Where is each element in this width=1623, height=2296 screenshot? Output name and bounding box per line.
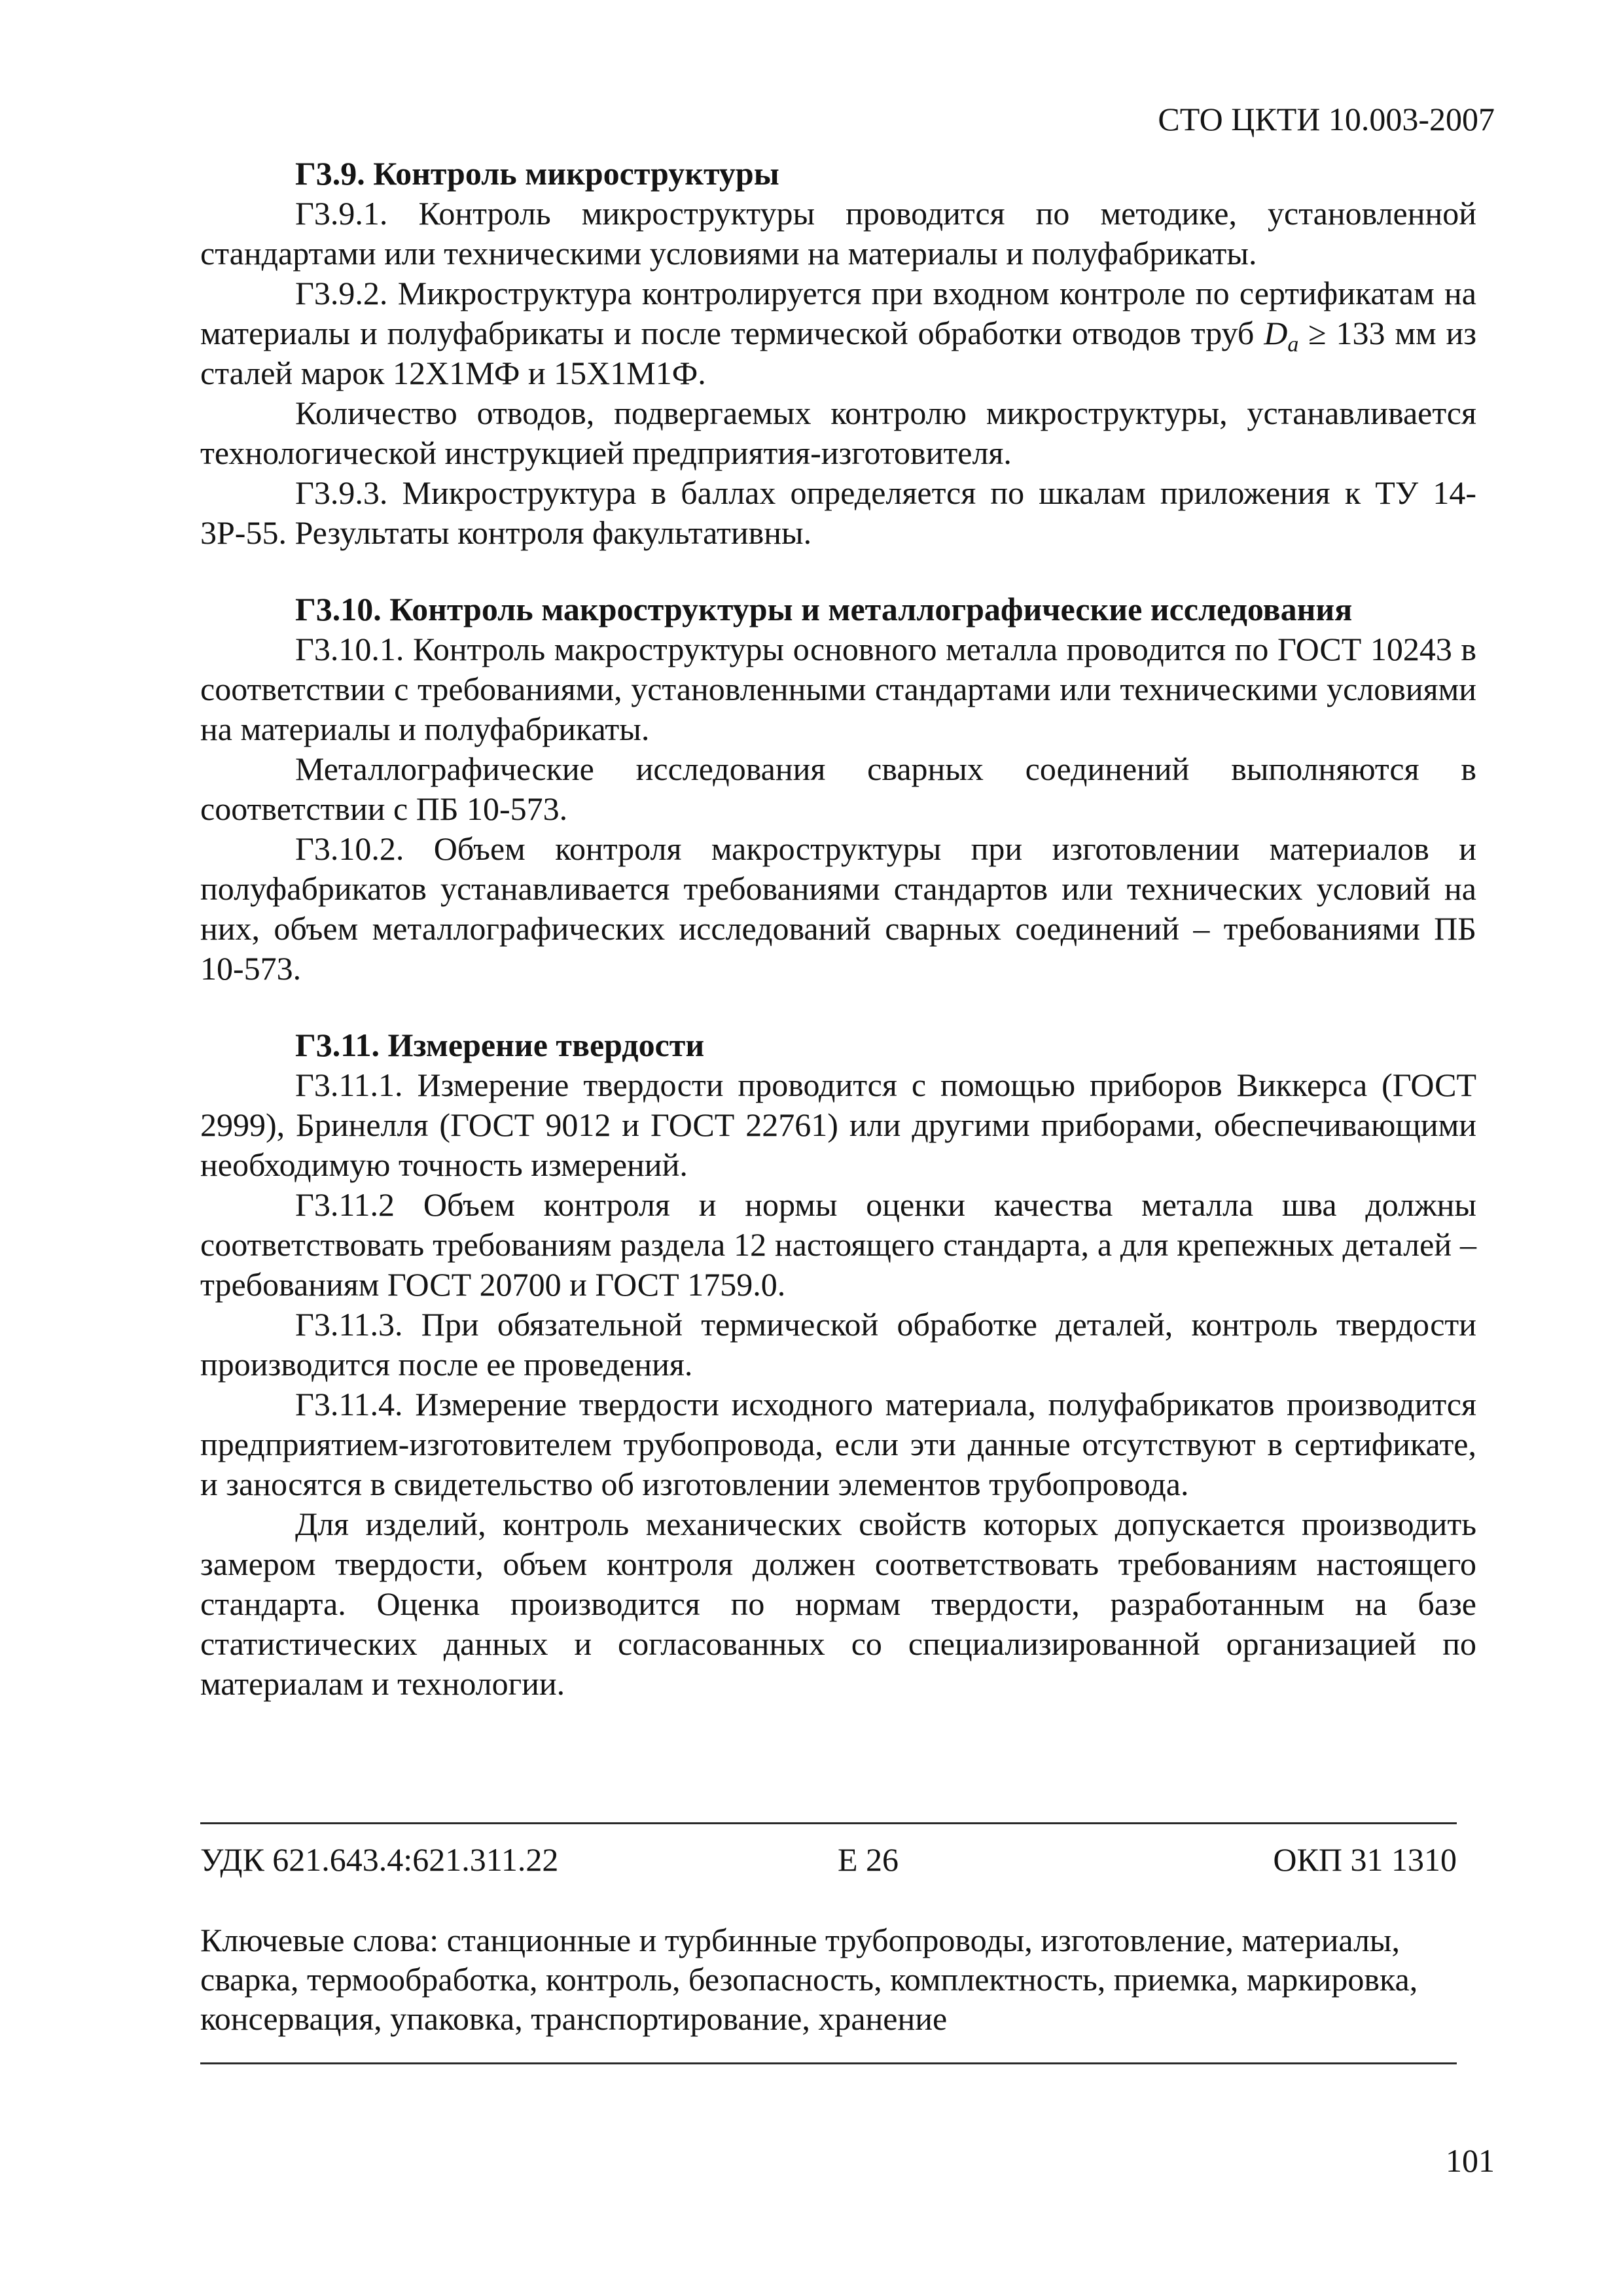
e-code: Е 26 bbox=[838, 1841, 899, 1878]
paragraph: Количество отводов, подвергаемых контролю микроструктуры, устанавливается технологической инструкцией предприятия-изготовителя. bbox=[200, 395, 1476, 471]
paragraph-text: Г3.9.2. Микроструктура контролируется при входном контроле по сертификатам на материалы и полуфабрикаты и после термической обработки отводов труб bbox=[200, 275, 1476, 351]
paragraph: Для изделий, контроль механических свойств которых допускается производить замером твердости, объем контроля должен соответствовать требованиям настоящего стандарта. Оценка производится по нормам твердости, разработанным на базе статистических данных и согласованных со специализированной организацией по материалам и технологии. bbox=[200, 1506, 1476, 1702]
diameter-symbol bbox=[1264, 315, 1299, 357]
paragraph: Г3.11.4. Измерение твердости исходного материала, полуфабрикатов производится предприятием-изготовителем трубопровода, если эти данные отсутствуют в сертификате, и заносятся в свидетельство об изготовлении элементов трубопровода. bbox=[200, 1386, 1476, 1502]
section-hardness-measurement bbox=[200, 1025, 1476, 1704]
section-microstructure-control bbox=[200, 154, 1476, 553]
section-title: Г3.10. Контроль макроструктуры и металлографические исследования bbox=[295, 591, 1353, 627]
paragraph: Металлографические исследования сварных соединений выполняются в соответствии с ПБ 10-573. bbox=[200, 751, 1476, 827]
divider-bottom bbox=[200, 2062, 1457, 2064]
udk-code: УДК 621.643.4:621.311.22 bbox=[200, 1841, 559, 1878]
paragraph: Г3.11.3. При обязательной термической обработке деталей, контроль твердости производится после ее проведения. bbox=[200, 1306, 1476, 1383]
diameter-subscript: a bbox=[1287, 332, 1299, 357]
section-title: Г3.11. Измерение твердости bbox=[295, 1027, 705, 1063]
paragraph-text: ≥ 133 мм из сталей марок 12Х1МФ и 15Х1М1Ф. bbox=[200, 315, 1476, 391]
paragraph: Г3.10.1. Контроль макроструктуры основного металла проводится по ГОСТ 10243 в соответствии с требованиями, установленными стандартами или техническими условиями на материалы и полуфабрикаты. bbox=[200, 631, 1476, 747]
divider-top bbox=[200, 1822, 1457, 1824]
body-text bbox=[200, 154, 1476, 1704]
paragraph: Г3.11.2 Объем контроля и нормы оценки качества металла шва должны соответствовать требованиям раздела 12 настоящего стандарта, а для крепежных деталей – требованиям ГОСТ 20700 и ГОСТ 1759.0. bbox=[200, 1186, 1476, 1303]
document-code: СТО ЦКТИ 10.003-2007 bbox=[1158, 101, 1495, 137]
section-title: Г3.9. Контроль микроструктуры bbox=[295, 155, 779, 192]
paragraph: Г3.9.1. Контроль микроструктуры проводится по методике, установленной стандартами или техническими условиями на материалы и полуфабрикаты. bbox=[200, 195, 1476, 272]
page-number: 101 bbox=[1446, 2142, 1495, 2179]
paragraph-with-formula bbox=[200, 274, 1476, 393]
paragraph: Г3.11.1. Измерение твердости проводится с помощью приборов Виккерса (ГОСТ 2999), Бринелля (ГОСТ 9012 и ГОСТ 22761) или другими приборами, обеспечивающими необходимую точность измерений. bbox=[200, 1067, 1476, 1183]
paragraph: Г3.9.3. Микроструктура в баллах определяется по шкалам приложения к ТУ 14-3Р-55. Результаты контроля факультативны. bbox=[200, 474, 1476, 551]
okp-code: ОКП 31 1310 bbox=[1273, 1841, 1457, 1878]
section-macrostructure-control bbox=[200, 590, 1476, 989]
keywords: Ключевые слова: станционные и турбинные трубопроводы, изготовление, материалы, сварка, термообработка, контроль, безопасность, комплектность, приемка, маркировка, консервация, упаковка, транспортирование, хранение bbox=[200, 1922, 1418, 2037]
paragraph: Г3.10.2. Объем контроля макроструктуры при изготовлении материалов и полуфабрикатов устанавливается требованиями стандартов или технических условий на них, объем металлографических исследований сварных соединений – требованиями ПБ 10-573. bbox=[200, 830, 1476, 987]
diameter-variable: D bbox=[1264, 315, 1288, 351]
